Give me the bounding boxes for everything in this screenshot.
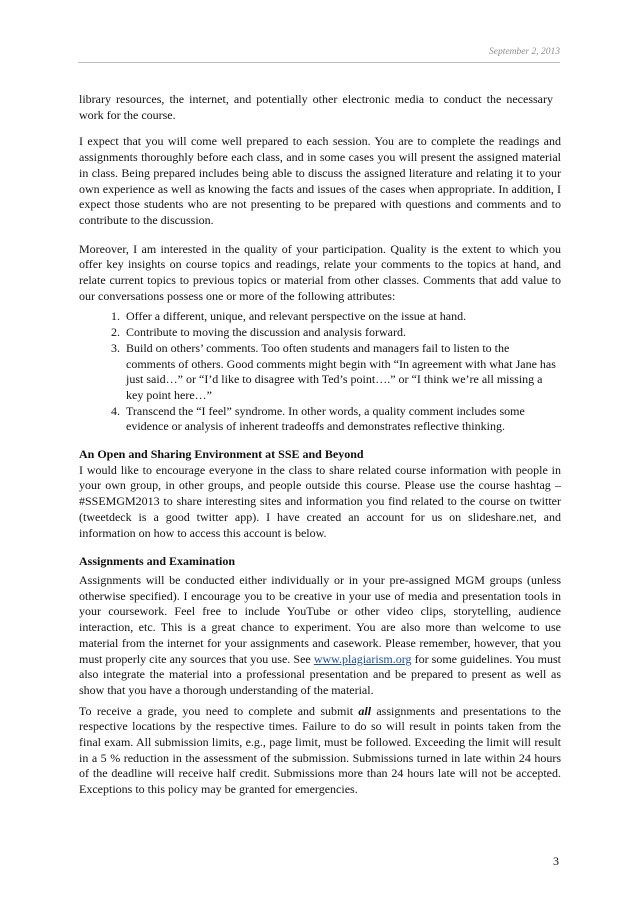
plagiarism-link[interactable]: www.plagiarism.org [313,651,412,666]
page-number: 3 [553,854,559,868]
header-divider [78,62,560,63]
section-heading-open-environment: An Open and Sharing Environment at SSE and Beyond [79,447,364,462]
paragraph-assignments [79,573,561,699]
list-item: 2. Contribute to moving the discussion and analysis forward. [123,325,561,341]
section-open-environment [79,447,561,541]
list-item: 4. Transcend the “I feel” syndrome. In other words, a quality comment includes some evidence or analysis of inherent tradeoffs and demonstrates reflective thinking. [123,404,561,435]
section-heading-assignments: Assignments and Examination [79,554,236,569]
assignments-text-start: Assignments will be conducted either individually or in your pre-assigned MGM groups (unless otherwise specified). I encourage you to be creative in your use of media and presentation tools in your coursework. Feel free to include YouTube or other video clips, storytelling, audience interaction, etc. This is a great chance to experiment. You are also more than welcome to use material from the internet for your assignments and casework. Please remember, however, that you must properly cite any sources that you use. See [79,572,561,666]
paragraph-grading [79,704,561,798]
paragraph-resources: library resources, the internet, and potentially other electronic media to conduct the necessary work for the course. [79,92,553,122]
paragraph-participation-quality: Moreover, I am interested in the quality of your participation. Quality is the extent to which you offer key insights on course topics and readings, relate your comments to the topics at hand, and relate current topics to previous topics or material from other classes. Comments that add value to our conversations possess one or more of the following attributes: [79,241,561,303]
list-item: 1. Offer a different, unique, and relevant perspective on the issue at hand. [123,309,561,325]
paragraph-preparation: I expect that you will come well prepared to each session. You are to complete the readings and assignments thoroughly before each class, and in some cases you will present the assigned material in class. Being prepared includes being able to discuss the assigned literature and relating it to your own experience as well as knowing the facts and issues of the cases when appropriate. In addition, I expect those students who are not presenting to be prepared with questions and comments and to contribute to the discussion. [79,134,561,227]
assignments-text-end: for some guidelines. You must also integrate the material into a professional presentation and be prepared to present as well as show that you have a thorough understanding of the material. [79,651,561,697]
grading-text-end: assignments and presentations to the respective locations by the respective times. Failure to do so will result in points taken from the final exam. All submission limits, e.g., page limit, must be followed. Exceeding the limit will result in a 5 % reduction in the assessment of the submission. Submissions turned in late within 24 hours of the deadline will receive half credit. Submissions more than 24 hours late will not be accepted. Exceptions to this policy may be granted for emergencies. [79,703,561,797]
section-assignments [79,554,561,798]
grading-text-start: To receive a grade, you need to complete and submit [79,703,359,718]
paragraph-open-environment: I would like to encourage everyone in the class to share related course information with people in your own group, in other groups, and people outside this course. Please use the course hashtag – #SSEMGM2013 to share interesting sites and information you find related to the course on twitter (tweetdeck is a good twitter app). I have created an account for us on slideshare.net, and information on how to access this account is below. [79,462,561,540]
attributes-list [79,309,561,435]
grading-emphasis: all [358,703,372,718]
page-body [79,92,561,811]
header-date: September 2, 2013 [489,47,560,57]
list-item: 3. Build on others’ comments. Too often students and managers fail to listen to the comments of others. Good comments might begin with “In agreement with what Jane has just said…” or “I’d like to disagree with Ted’s point….” or “I think we’re all missing a key point here…” [123,341,561,404]
